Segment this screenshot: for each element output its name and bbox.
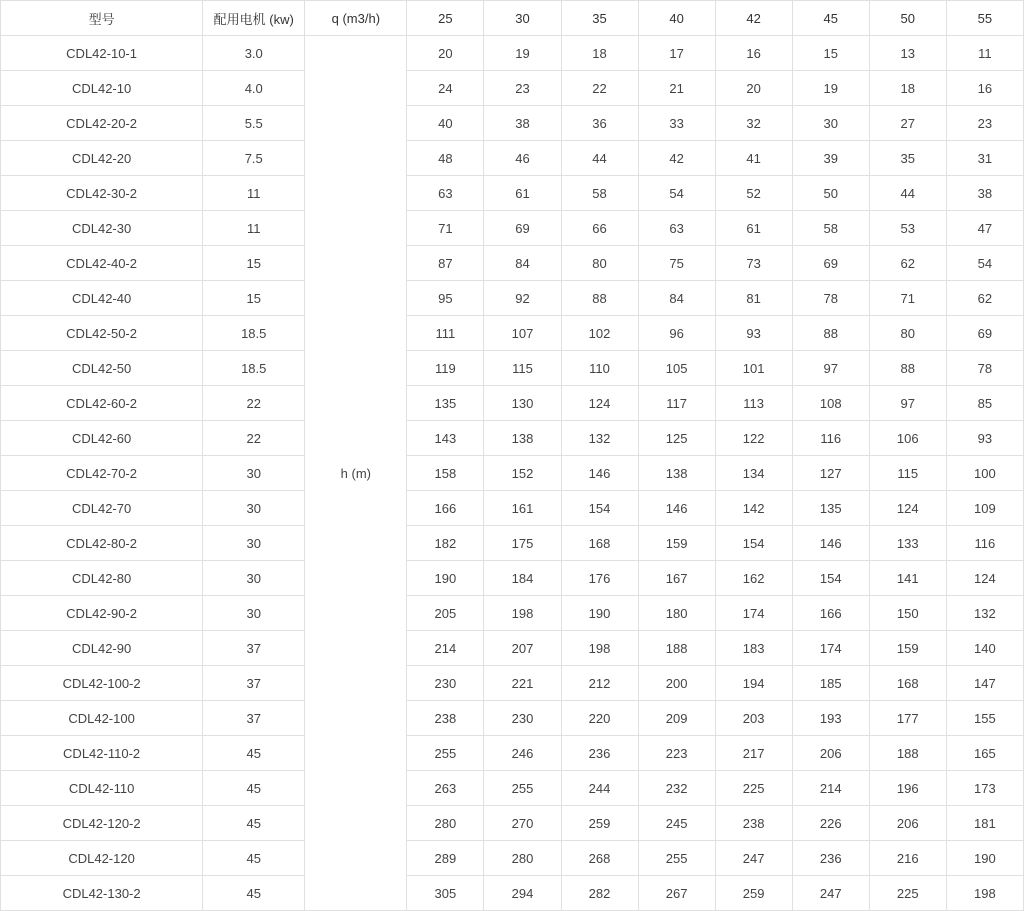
cell-head-value: 132 [946, 596, 1023, 631]
cell-head-value: 84 [484, 246, 561, 281]
cell-head-value: 216 [869, 841, 946, 876]
cell-power: 37 [203, 701, 305, 736]
header-flow-value: 55 [946, 1, 1023, 36]
cell-head-value: 38 [484, 106, 561, 141]
cell-head-value: 173 [946, 771, 1023, 806]
cell-head-value: 188 [869, 736, 946, 771]
cell-head-value: 41 [715, 141, 792, 176]
cell-head-value: 270 [484, 806, 561, 841]
table-row [1, 246, 1024, 281]
cell-head-value: 132 [561, 421, 638, 456]
cell-model: CDL42-30 [1, 211, 203, 246]
cell-head-value: 135 [407, 386, 484, 421]
cell-head-value: 180 [638, 596, 715, 631]
cell-head-value: 102 [561, 316, 638, 351]
cell-head-value: 52 [715, 176, 792, 211]
cell-head-value: 93 [715, 316, 792, 351]
cell-head-value: 280 [407, 806, 484, 841]
cell-head-value: 73 [715, 246, 792, 281]
cell-head-value: 88 [869, 351, 946, 386]
cell-head-value: 165 [946, 736, 1023, 771]
cell-head-value: 174 [792, 631, 869, 666]
cell-head-value: 146 [792, 526, 869, 561]
cell-head-value: 133 [869, 526, 946, 561]
cell-head-value: 159 [638, 526, 715, 561]
cell-head-value: 289 [407, 841, 484, 876]
cell-head-value: 69 [484, 211, 561, 246]
cell-power: 22 [203, 386, 305, 421]
cell-head-value: 181 [946, 806, 1023, 841]
cell-model: CDL42-90 [1, 631, 203, 666]
cell-power: 37 [203, 631, 305, 666]
cell-power: 18.5 [203, 316, 305, 351]
cell-head-value: 110 [561, 351, 638, 386]
cell-head-value: 15 [792, 36, 869, 71]
cell-head-value: 176 [561, 561, 638, 596]
table-row [1, 491, 1024, 526]
cell-power: 15 [203, 246, 305, 281]
cell-model: CDL42-40-2 [1, 246, 203, 281]
cell-head-value: 267 [638, 876, 715, 911]
cell-head-value: 109 [946, 491, 1023, 526]
cell-head-value: 182 [407, 526, 484, 561]
cell-power: 45 [203, 806, 305, 841]
table-header [1, 1, 1024, 36]
cell-head-value: 17 [638, 36, 715, 71]
cell-head-value: 19 [792, 71, 869, 106]
cell-head-value: 200 [638, 666, 715, 701]
cell-head-value: 225 [715, 771, 792, 806]
cell-head-value: 53 [869, 211, 946, 246]
cell-head-value: 255 [407, 736, 484, 771]
header-row [1, 1, 1024, 36]
cell-head-value: 217 [715, 736, 792, 771]
cell-head-value: 166 [407, 491, 484, 526]
table-row [1, 701, 1024, 736]
cell-head-value: 119 [407, 351, 484, 386]
header-power: 配用电机 (kw) [203, 1, 305, 36]
cell-head-value: 115 [484, 351, 561, 386]
cell-head-value: 158 [407, 456, 484, 491]
cell-model: CDL42-50-2 [1, 316, 203, 351]
cell-model: CDL42-130-2 [1, 876, 203, 911]
cell-head-value: 168 [869, 666, 946, 701]
cell-head-value: 212 [561, 666, 638, 701]
cell-head-value: 259 [561, 806, 638, 841]
cell-head-value: 140 [946, 631, 1023, 666]
cell-power: 3.0 [203, 36, 305, 71]
cell-head-value: 23 [946, 106, 1023, 141]
header-flow-label: q (m3/h) [305, 1, 407, 36]
cell-head-value: 207 [484, 631, 561, 666]
cell-head-value: 166 [792, 596, 869, 631]
cell-power: 7.5 [203, 141, 305, 176]
cell-head-value: 146 [638, 491, 715, 526]
cell-power: 18.5 [203, 351, 305, 386]
cell-head-value: 305 [407, 876, 484, 911]
cell-model: CDL42-10-1 [1, 36, 203, 71]
cell-head-value: 48 [407, 141, 484, 176]
header-flow-value: 25 [407, 1, 484, 36]
cell-head-value: 209 [638, 701, 715, 736]
header-flow-value: 40 [638, 1, 715, 36]
table-row [1, 736, 1024, 771]
table-row [1, 141, 1024, 176]
cell-model: CDL42-30-2 [1, 176, 203, 211]
table-row [1, 281, 1024, 316]
cell-head-value: 24 [407, 71, 484, 106]
cell-model: CDL42-120 [1, 841, 203, 876]
table-row [1, 176, 1024, 211]
cell-head-value: 138 [638, 456, 715, 491]
cell-head-value: 113 [715, 386, 792, 421]
cell-head-value: 294 [484, 876, 561, 911]
cell-model: CDL42-120-2 [1, 806, 203, 841]
cell-head-value: 44 [561, 141, 638, 176]
cell-head-value: 13 [869, 36, 946, 71]
cell-head-value: 184 [484, 561, 561, 596]
cell-head-value: 198 [946, 876, 1023, 911]
cell-power: 30 [203, 596, 305, 631]
cell-head-value: 194 [715, 666, 792, 701]
cell-head-value: 226 [792, 806, 869, 841]
cell-head-value: 78 [792, 281, 869, 316]
cell-head-value: 23 [484, 71, 561, 106]
header-flow-value: 35 [561, 1, 638, 36]
cell-head-value: 18 [561, 36, 638, 71]
cell-head-value: 107 [484, 316, 561, 351]
cell-model: CDL42-110 [1, 771, 203, 806]
cell-head-value: 105 [638, 351, 715, 386]
cell-model: CDL42-60 [1, 421, 203, 456]
cell-head-value: 36 [561, 106, 638, 141]
cell-head-value: 116 [792, 421, 869, 456]
cell-head-value: 62 [946, 281, 1023, 316]
table-row [1, 561, 1024, 596]
cell-head-value: 142 [715, 491, 792, 526]
cell-head-value: 33 [638, 106, 715, 141]
cell-head-value: 245 [638, 806, 715, 841]
cell-model: CDL42-90-2 [1, 596, 203, 631]
cell-head-value: 19 [484, 36, 561, 71]
cell-head-value: 96 [638, 316, 715, 351]
cell-head-value: 30 [792, 106, 869, 141]
cell-model: CDL42-10 [1, 71, 203, 106]
cell-head-value: 87 [407, 246, 484, 281]
cell-head-value: 63 [638, 211, 715, 246]
table-body [1, 36, 1024, 911]
table-row [1, 386, 1024, 421]
cell-head-label: h (m) [305, 36, 407, 911]
cell-head-value: 40 [407, 106, 484, 141]
cell-head-value: 18 [869, 71, 946, 106]
cell-head-value: 61 [715, 211, 792, 246]
header-model: 型号 [1, 1, 203, 36]
cell-head-value: 221 [484, 666, 561, 701]
cell-head-value: 268 [561, 841, 638, 876]
cell-head-value: 196 [869, 771, 946, 806]
cell-head-value: 236 [561, 736, 638, 771]
cell-head-value: 138 [484, 421, 561, 456]
cell-power: 45 [203, 876, 305, 911]
cell-head-value: 58 [792, 211, 869, 246]
cell-head-value: 81 [715, 281, 792, 316]
cell-head-value: 146 [561, 456, 638, 491]
cell-head-value: 124 [946, 561, 1023, 596]
cell-head-value: 11 [946, 36, 1023, 71]
cell-power: 30 [203, 491, 305, 526]
cell-head-value: 63 [407, 176, 484, 211]
cell-head-value: 58 [561, 176, 638, 211]
cell-head-value: 143 [407, 421, 484, 456]
cell-head-value: 22 [561, 71, 638, 106]
cell-power: 5.5 [203, 106, 305, 141]
cell-model: CDL42-110-2 [1, 736, 203, 771]
cell-head-value: 115 [869, 456, 946, 491]
cell-head-value: 255 [638, 841, 715, 876]
cell-head-value: 117 [638, 386, 715, 421]
cell-head-value: 214 [792, 771, 869, 806]
cell-head-value: 214 [407, 631, 484, 666]
cell-head-value: 71 [869, 281, 946, 316]
table-row [1, 456, 1024, 491]
cell-head-value: 88 [561, 281, 638, 316]
cell-head-value: 85 [946, 386, 1023, 421]
cell-head-value: 32 [715, 106, 792, 141]
cell-head-value: 206 [792, 736, 869, 771]
cell-head-value: 54 [638, 176, 715, 211]
cell-head-value: 150 [869, 596, 946, 631]
cell-head-value: 47 [946, 211, 1023, 246]
cell-head-value: 190 [407, 561, 484, 596]
cell-head-value: 27 [869, 106, 946, 141]
cell-head-value: 152 [484, 456, 561, 491]
cell-head-value: 50 [792, 176, 869, 211]
cell-head-value: 97 [869, 386, 946, 421]
cell-model: CDL42-100-2 [1, 666, 203, 701]
cell-head-value: 155 [946, 701, 1023, 736]
cell-head-value: 95 [407, 281, 484, 316]
cell-head-value: 168 [561, 526, 638, 561]
cell-model: CDL42-20-2 [1, 106, 203, 141]
cell-head-value: 141 [869, 561, 946, 596]
cell-head-value: 177 [869, 701, 946, 736]
cell-head-value: 69 [946, 316, 1023, 351]
cell-head-value: 75 [638, 246, 715, 281]
cell-head-value: 247 [715, 841, 792, 876]
cell-head-value: 122 [715, 421, 792, 456]
cell-model: CDL42-70-2 [1, 456, 203, 491]
cell-head-value: 80 [561, 246, 638, 281]
cell-head-value: 46 [484, 141, 561, 176]
cell-head-value: 78 [946, 351, 1023, 386]
cell-head-value: 147 [946, 666, 1023, 701]
cell-head-value: 206 [869, 806, 946, 841]
cell-head-value: 244 [561, 771, 638, 806]
cell-power: 30 [203, 561, 305, 596]
cell-head-value: 42 [638, 141, 715, 176]
cell-head-value: 35 [869, 141, 946, 176]
cell-head-value: 193 [792, 701, 869, 736]
cell-head-value: 161 [484, 491, 561, 526]
cell-head-value: 100 [946, 456, 1023, 491]
cell-head-value: 124 [869, 491, 946, 526]
cell-head-value: 92 [484, 281, 561, 316]
cell-head-value: 21 [638, 71, 715, 106]
cell-model: CDL42-80-2 [1, 526, 203, 561]
cell-power: 30 [203, 456, 305, 491]
table-row [1, 631, 1024, 666]
cell-head-value: 247 [792, 876, 869, 911]
cell-head-value: 130 [484, 386, 561, 421]
cell-head-value: 39 [792, 141, 869, 176]
cell-head-value: 159 [869, 631, 946, 666]
cell-model: CDL42-80 [1, 561, 203, 596]
cell-head-value: 61 [484, 176, 561, 211]
cell-head-value: 54 [946, 246, 1023, 281]
cell-head-value: 20 [407, 36, 484, 71]
cell-head-value: 66 [561, 211, 638, 246]
cell-power: 15 [203, 281, 305, 316]
cell-head-value: 134 [715, 456, 792, 491]
cell-head-value: 20 [715, 71, 792, 106]
cell-head-value: 154 [715, 526, 792, 561]
cell-head-value: 223 [638, 736, 715, 771]
cell-head-value: 16 [715, 36, 792, 71]
cell-head-value: 282 [561, 876, 638, 911]
cell-head-value: 255 [484, 771, 561, 806]
cell-head-value: 154 [561, 491, 638, 526]
cell-head-value: 88 [792, 316, 869, 351]
cell-head-value: 62 [869, 246, 946, 281]
cell-power: 45 [203, 841, 305, 876]
header-flow-value: 45 [792, 1, 869, 36]
cell-head-value: 101 [715, 351, 792, 386]
cell-head-value: 225 [869, 876, 946, 911]
table-row [1, 211, 1024, 246]
cell-head-value: 188 [638, 631, 715, 666]
cell-head-value: 238 [407, 701, 484, 736]
cell-head-value: 84 [638, 281, 715, 316]
table-row [1, 841, 1024, 876]
cell-head-value: 93 [946, 421, 1023, 456]
cell-head-value: 162 [715, 561, 792, 596]
cell-head-value: 31 [946, 141, 1023, 176]
table-row [1, 36, 1024, 71]
cell-head-value: 154 [792, 561, 869, 596]
table-row [1, 71, 1024, 106]
cell-head-value: 127 [792, 456, 869, 491]
cell-head-value: 125 [638, 421, 715, 456]
cell-head-value: 190 [561, 596, 638, 631]
table-row [1, 421, 1024, 456]
cell-head-value: 108 [792, 386, 869, 421]
cell-power: 45 [203, 736, 305, 771]
cell-head-value: 167 [638, 561, 715, 596]
cell-head-value: 246 [484, 736, 561, 771]
cell-head-value: 174 [715, 596, 792, 631]
header-flow-value: 50 [869, 1, 946, 36]
cell-head-value: 97 [792, 351, 869, 386]
cell-head-value: 220 [561, 701, 638, 736]
cell-head-value: 69 [792, 246, 869, 281]
cell-power: 4.0 [203, 71, 305, 106]
cell-head-value: 203 [715, 701, 792, 736]
cell-head-value: 38 [946, 176, 1023, 211]
cell-head-value: 183 [715, 631, 792, 666]
cell-head-value: 16 [946, 71, 1023, 106]
cell-head-value: 198 [484, 596, 561, 631]
header-flow-value: 42 [715, 1, 792, 36]
cell-head-value: 111 [407, 316, 484, 351]
cell-power: 11 [203, 211, 305, 246]
cell-power: 45 [203, 771, 305, 806]
cell-head-value: 116 [946, 526, 1023, 561]
cell-head-value: 205 [407, 596, 484, 631]
table-row [1, 316, 1024, 351]
cell-model: CDL42-50 [1, 351, 203, 386]
cell-head-value: 232 [638, 771, 715, 806]
cell-head-value: 185 [792, 666, 869, 701]
cell-power: 30 [203, 526, 305, 561]
cell-power: 37 [203, 666, 305, 701]
table-row [1, 806, 1024, 841]
cell-head-value: 175 [484, 526, 561, 561]
cell-head-value: 44 [869, 176, 946, 211]
table-row [1, 596, 1024, 631]
cell-power: 11 [203, 176, 305, 211]
cell-model: CDL42-60-2 [1, 386, 203, 421]
cell-head-value: 236 [792, 841, 869, 876]
cell-head-value: 198 [561, 631, 638, 666]
cell-power: 22 [203, 421, 305, 456]
cell-head-value: 124 [561, 386, 638, 421]
table-row [1, 351, 1024, 386]
cell-model: CDL42-100 [1, 701, 203, 736]
cell-head-value: 71 [407, 211, 484, 246]
header-flow-value: 30 [484, 1, 561, 36]
cell-head-value: 263 [407, 771, 484, 806]
table-row [1, 106, 1024, 141]
table-row [1, 666, 1024, 701]
cell-head-value: 135 [792, 491, 869, 526]
table-row [1, 771, 1024, 806]
cell-head-value: 280 [484, 841, 561, 876]
cell-head-value: 259 [715, 876, 792, 911]
table-row [1, 876, 1024, 911]
cell-model: CDL42-40 [1, 281, 203, 316]
cell-head-value: 80 [869, 316, 946, 351]
cell-head-value: 230 [407, 666, 484, 701]
cell-model: CDL42-20 [1, 141, 203, 176]
table-row [1, 526, 1024, 561]
cell-model: CDL42-70 [1, 491, 203, 526]
cell-head-value: 190 [946, 841, 1023, 876]
cell-head-value: 106 [869, 421, 946, 456]
cell-head-value: 238 [715, 806, 792, 841]
cell-head-value: 230 [484, 701, 561, 736]
